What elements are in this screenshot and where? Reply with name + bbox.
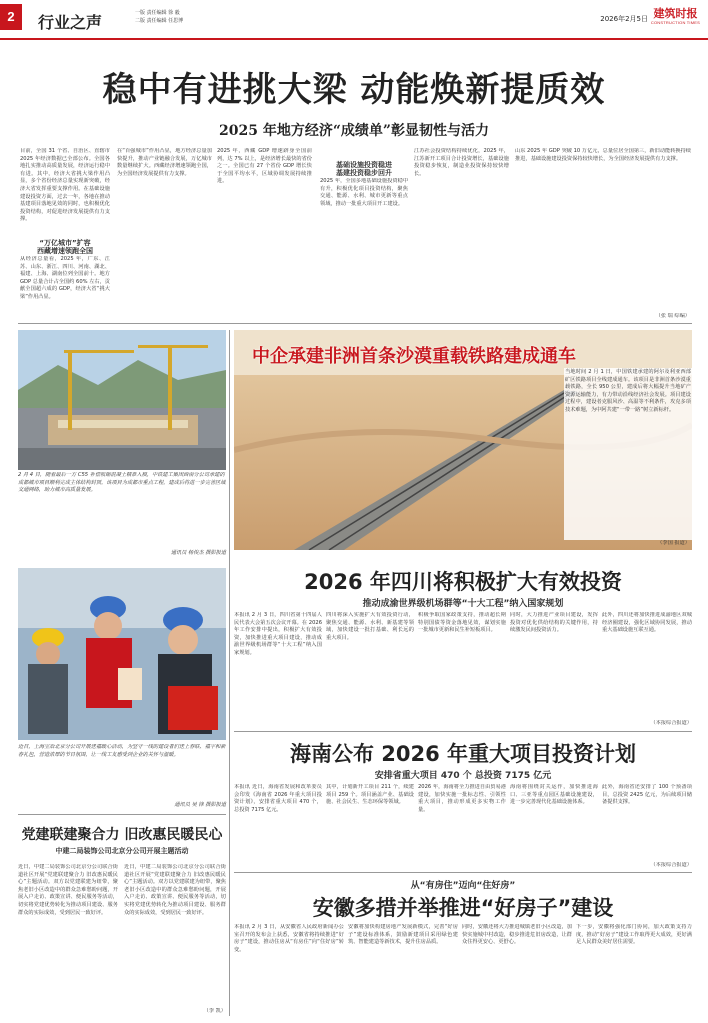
anhui-col-3: 同时，安徽还将大力推进城镇老旧小区改造，加快实施城中村改造，稳步推进危旧房改造，让群众住得更安心、更舒心。 <box>462 924 572 946</box>
anhui-col-4: 下一步，安徽将强化部门协同，加大政策支持力度，推动“好房子”建设工作取得更大成效，更好满足人民群众美好居住需要。 <box>576 924 692 946</box>
anhui-col-1: 本报讯 2 月 3 日，从安徽省人民政府新闻办公室召开的发布会上获悉，安徽省将持续推进“好房子”建设，推动住房从“有房住”向“住好房”转变。 <box>234 924 344 953</box>
hainan-col-1: 本报讯 近日，海南省发展和改革委员会印发《海南省 2026 年重大项目投资计划》，安排省重大项目 470 个，总投资 7175 亿元。 <box>234 784 322 813</box>
lead-col-4: 2025 年，全国多地基础设施投资稳中有升，积极优化项目投资结构，聚焦交通、能源、水利、城市更新等重点领域，推动一批重大项目开工建设。 <box>320 178 408 207</box>
anhui-col-2: 安徽将加快构建房地产发展新模式，完善“好房子”建设标准体系，鼓励新建项目采用绿色建筑、智能建造等新技术，提升住房品质。 <box>348 924 458 946</box>
railway-byline: （李国 报道） <box>657 540 690 546</box>
hainan-headline: 海南公布 2026 年重大项目投资计划 <box>289 742 637 766</box>
railway-headline: 中企承建非洲首条沙漠重载铁路建成通车 <box>252 346 576 367</box>
party-byline: （李 凯） <box>203 1008 226 1014</box>
lead-col-2: 在“百强城市”作用凸显，地方经济总量加快提升，推动产业链融合发展，万亿城市数量继续扩大。西藏经济增速领跑全国，为全国经济发展提供有力支撑。 <box>117 148 212 177</box>
lead-subhead-1b: 西藏增速领跑全国 <box>37 247 93 255</box>
hainan-col-3: 2026 年，海南将全力推进自由贸易港建设，加快实施一批标志性、引领性重大项目，推动形成更多实物工作量。 <box>418 784 506 813</box>
hainan-col-4: 海南将围绕封关运作，加快推进海口、三亚等重点园区基础设施建设，进一步完善现代化基础设施体系。 <box>510 784 598 806</box>
column-divider <box>229 330 230 1016</box>
header-rule <box>0 38 708 40</box>
construction-photo-illustration <box>18 330 226 470</box>
party-subheadline: 中建二局装饰公司北京分公司开展主题活动 <box>55 847 189 855</box>
lead-subhead-4b: 基建投资稳步回升 <box>336 169 392 177</box>
photo-divider <box>18 814 226 815</box>
lead-col-6: 山东 2025 年 GDP 突破 10 万亿元，总量位居全国第三，新旧动能转换持续推进，基础设施建设投资保持较快增长，为全国经济发展提供有力支撑。 <box>515 148 691 162</box>
anhui-headline: 安徽多措并举推进“好房子”建设 <box>312 896 614 920</box>
photo2-caption: 近日，上海宝冶北京分公司开展送福暖心活动，为坚守一线的建设者们送上春联、福字和新春礼包，营造浓厚的节日氛围，让一线工友感受到企业的关怀与温暖。 <box>18 744 226 758</box>
sichuan-col-1: 本报讯 2 月 3 日，四川省第十四届人民代表大会第五次会议开幕。在 2026 年工作安排中提出，积极扩大有效投资，加快推进重大项目建设，推动成渝世界级机场群等“十大工程”纳入国家规划。 <box>234 612 322 656</box>
party-headline: 党建联建聚合力 旧改惠民暖民心 <box>21 827 223 843</box>
editor-line-2: 二版 责任编辑 任思博 <box>135 18 184 24</box>
lead-subhead-4a: 基础设施投资稳进 <box>336 161 392 169</box>
section-label: 行业之声 <box>38 13 103 32</box>
workers-photo <box>18 568 226 740</box>
sichuan-col-5: 此外，四川还将加快推进成渝地区双城经济圈建设，强化区域协同发展，推动重大基础设施互联互通。 <box>602 612 692 634</box>
logo-text: 建筑时报 <box>653 7 698 20</box>
hainan-subheadline: 安排省重大项目 470 个 总投资 7175 亿元 <box>374 771 552 781</box>
railway-body: 当地时间 2 月 1 日，中国铁建承建的阿尔及利亚西部矿区铁路项目全线建成通车。该项目是非洲首条沙漠重载铁路，全长 950 公里，建成后将大幅提升当地矿产资源运输能力，有力带动沿线经济社会发展。项目建设过程中，建设者克服风沙、高温等不利条件，攻克多项技术难题，为中阿共建“一带一路”树立新标杆。 <box>564 368 692 540</box>
sichuan-subheadline: 推动成渝世界级机场群等“十大工程”纳入国家规划 <box>362 599 564 609</box>
party-body: 近日，中建二局装饰公司北京分公司联合街道社区开展“党建联建聚合力 旧改惠民暖民心”主题活动。双方以党建联建为纽带，聚焦老旧小区改造中的群众急难愁盼问题，开展入户走访、政策宣讲、便民服务等活动，切实将党建优势转化为推动项目建设、服务群众的实际成效，受到居民一致好评。 <box>18 864 118 916</box>
party-body-continued: 近日，中建二局装饰公司北京分公司联合街道社区开展“党建联建聚合力 旧改惠民暖民心”主题活动。双方以党建联建为纽带，聚焦老旧小区改造中的群众急难愁盼问题，开展入户走访、政策宣讲、便民服务等活动，切实将党建优势转化为推动项目建设、服务群众的实际成效，受到居民一致好评。 <box>124 864 226 916</box>
lead-col-3: 2025 年，西藏 GDP 增速跻身全国前列，达 7% 以上，是经济增长最快的省份之一。全国已有 27 个省份 GDP 增长快于全国平均水平，区域协调发展持续推进。 <box>217 148 312 185</box>
anhui-kicker: 从“有房住”迈向“住好房” <box>410 881 516 891</box>
editor-info <box>135 9 183 25</box>
lead-headline: 稳中有进挑大梁 动能焕新提质效 <box>102 70 606 110</box>
lead-subhead-1a: “万亿城市”扩容 <box>39 239 91 247</box>
logo-subtext: CONSTRUCTION TIMES <box>650 20 700 25</box>
page-number: 2 <box>0 4 22 30</box>
sichuan-byline: （本报综合报道） <box>650 720 692 726</box>
hainan-divider <box>234 872 692 873</box>
masthead-logo <box>651 8 700 25</box>
sichuan-headline: 2026 年四川将积极扩大有效投资 <box>304 570 622 594</box>
sichuan-divider <box>234 731 692 732</box>
lead-byline: （张 瑞 综编） <box>655 313 690 319</box>
lead-col-1: 目前，全国 31 个省、自治区、直辖市 2025 年经济数据已全部公布。全国各地扎实推动高质量发展，经济运行稳中有进。其中，经济大省挑大梁作用凸显，多个省份经济总量实现新突破，经济大省发挥重要支撑作用。在基础设施建设投资方面，过去一年，各地在推动基建项目落地见效的同时，也积极优化投资结构，对促进经济发展提供有力支撑。 <box>20 148 110 223</box>
lead-col-5: 江苏社会投资结构持续优化，2025 年，江苏新开工项目合计投资增长，基础设施投资稳步恢复，制造业投资保持较快增长。 <box>414 148 509 177</box>
section-title <box>38 10 102 33</box>
photo1-caption: 2 月 4 日，随着最后一方 C55 补偿收缩混凝土精准入模，中铁建工集团西南分公司承建的成都城市项目顺利完成主体结构封顶。该项目为成都市重点工程，建成后将进一步完善区域交通网络，助力城市高质量发展。 <box>18 472 226 494</box>
hainan-byline: （本报综合报道） <box>650 862 692 868</box>
lead-subheadline: 2025 年地方经济“成绩单”彰显韧性与活力 <box>219 123 489 139</box>
sichuan-col-4: 同时，大力推进产业项目建设，发挥投资对优化供给结构的关键作用，持续激发民间投资活力。 <box>510 612 598 634</box>
workers-photo-illustration <box>18 568 226 740</box>
construction-photo <box>18 330 226 470</box>
sichuan-col-3: 积极争取国家政策支持，推动超长期特别国债等资金落地见效，谋划实施一批城市更新和民生补短板项目。 <box>418 612 506 634</box>
editor-line-1: 一版 责任编辑 徐 毅 <box>135 10 180 16</box>
photo2-credit: 通讯员 吴 锋 摄影报道 <box>174 802 226 808</box>
photo1-credit: 通讯员 杨俊杰 摄影报道 <box>170 550 226 556</box>
hainan-col-5: 此外，海南省还安排了 100 个预备项目，总投资 2425 亿元，为后续项目储备提供支撑。 <box>602 784 692 806</box>
hainan-col-2: 其中，计划新开工项目 211 个，续建项目 259 个。项目涵盖产业、基础设施、社会民生、生态环保等领域。 <box>326 784 414 806</box>
lead-divider <box>18 323 692 324</box>
sichuan-col-2: 四川将深入实施扩大有效投资行动，聚焦交通、能源、水利、新基建等领域，加快建设一批打基础、利长远的重大项目。 <box>326 612 414 641</box>
lead-col-1b: 从经济总量看，2025 年，广东、江苏、山东、浙江、四川、河南、湖北、福建、上海、湖南位列全国前十。地方 GDP 总量合计占全国约 60% 左右，贡献全国超六成的 GDP，经济大省“挑大梁”作用凸显。 <box>20 256 110 300</box>
issue-date: 2026年2月5日 <box>600 15 648 23</box>
